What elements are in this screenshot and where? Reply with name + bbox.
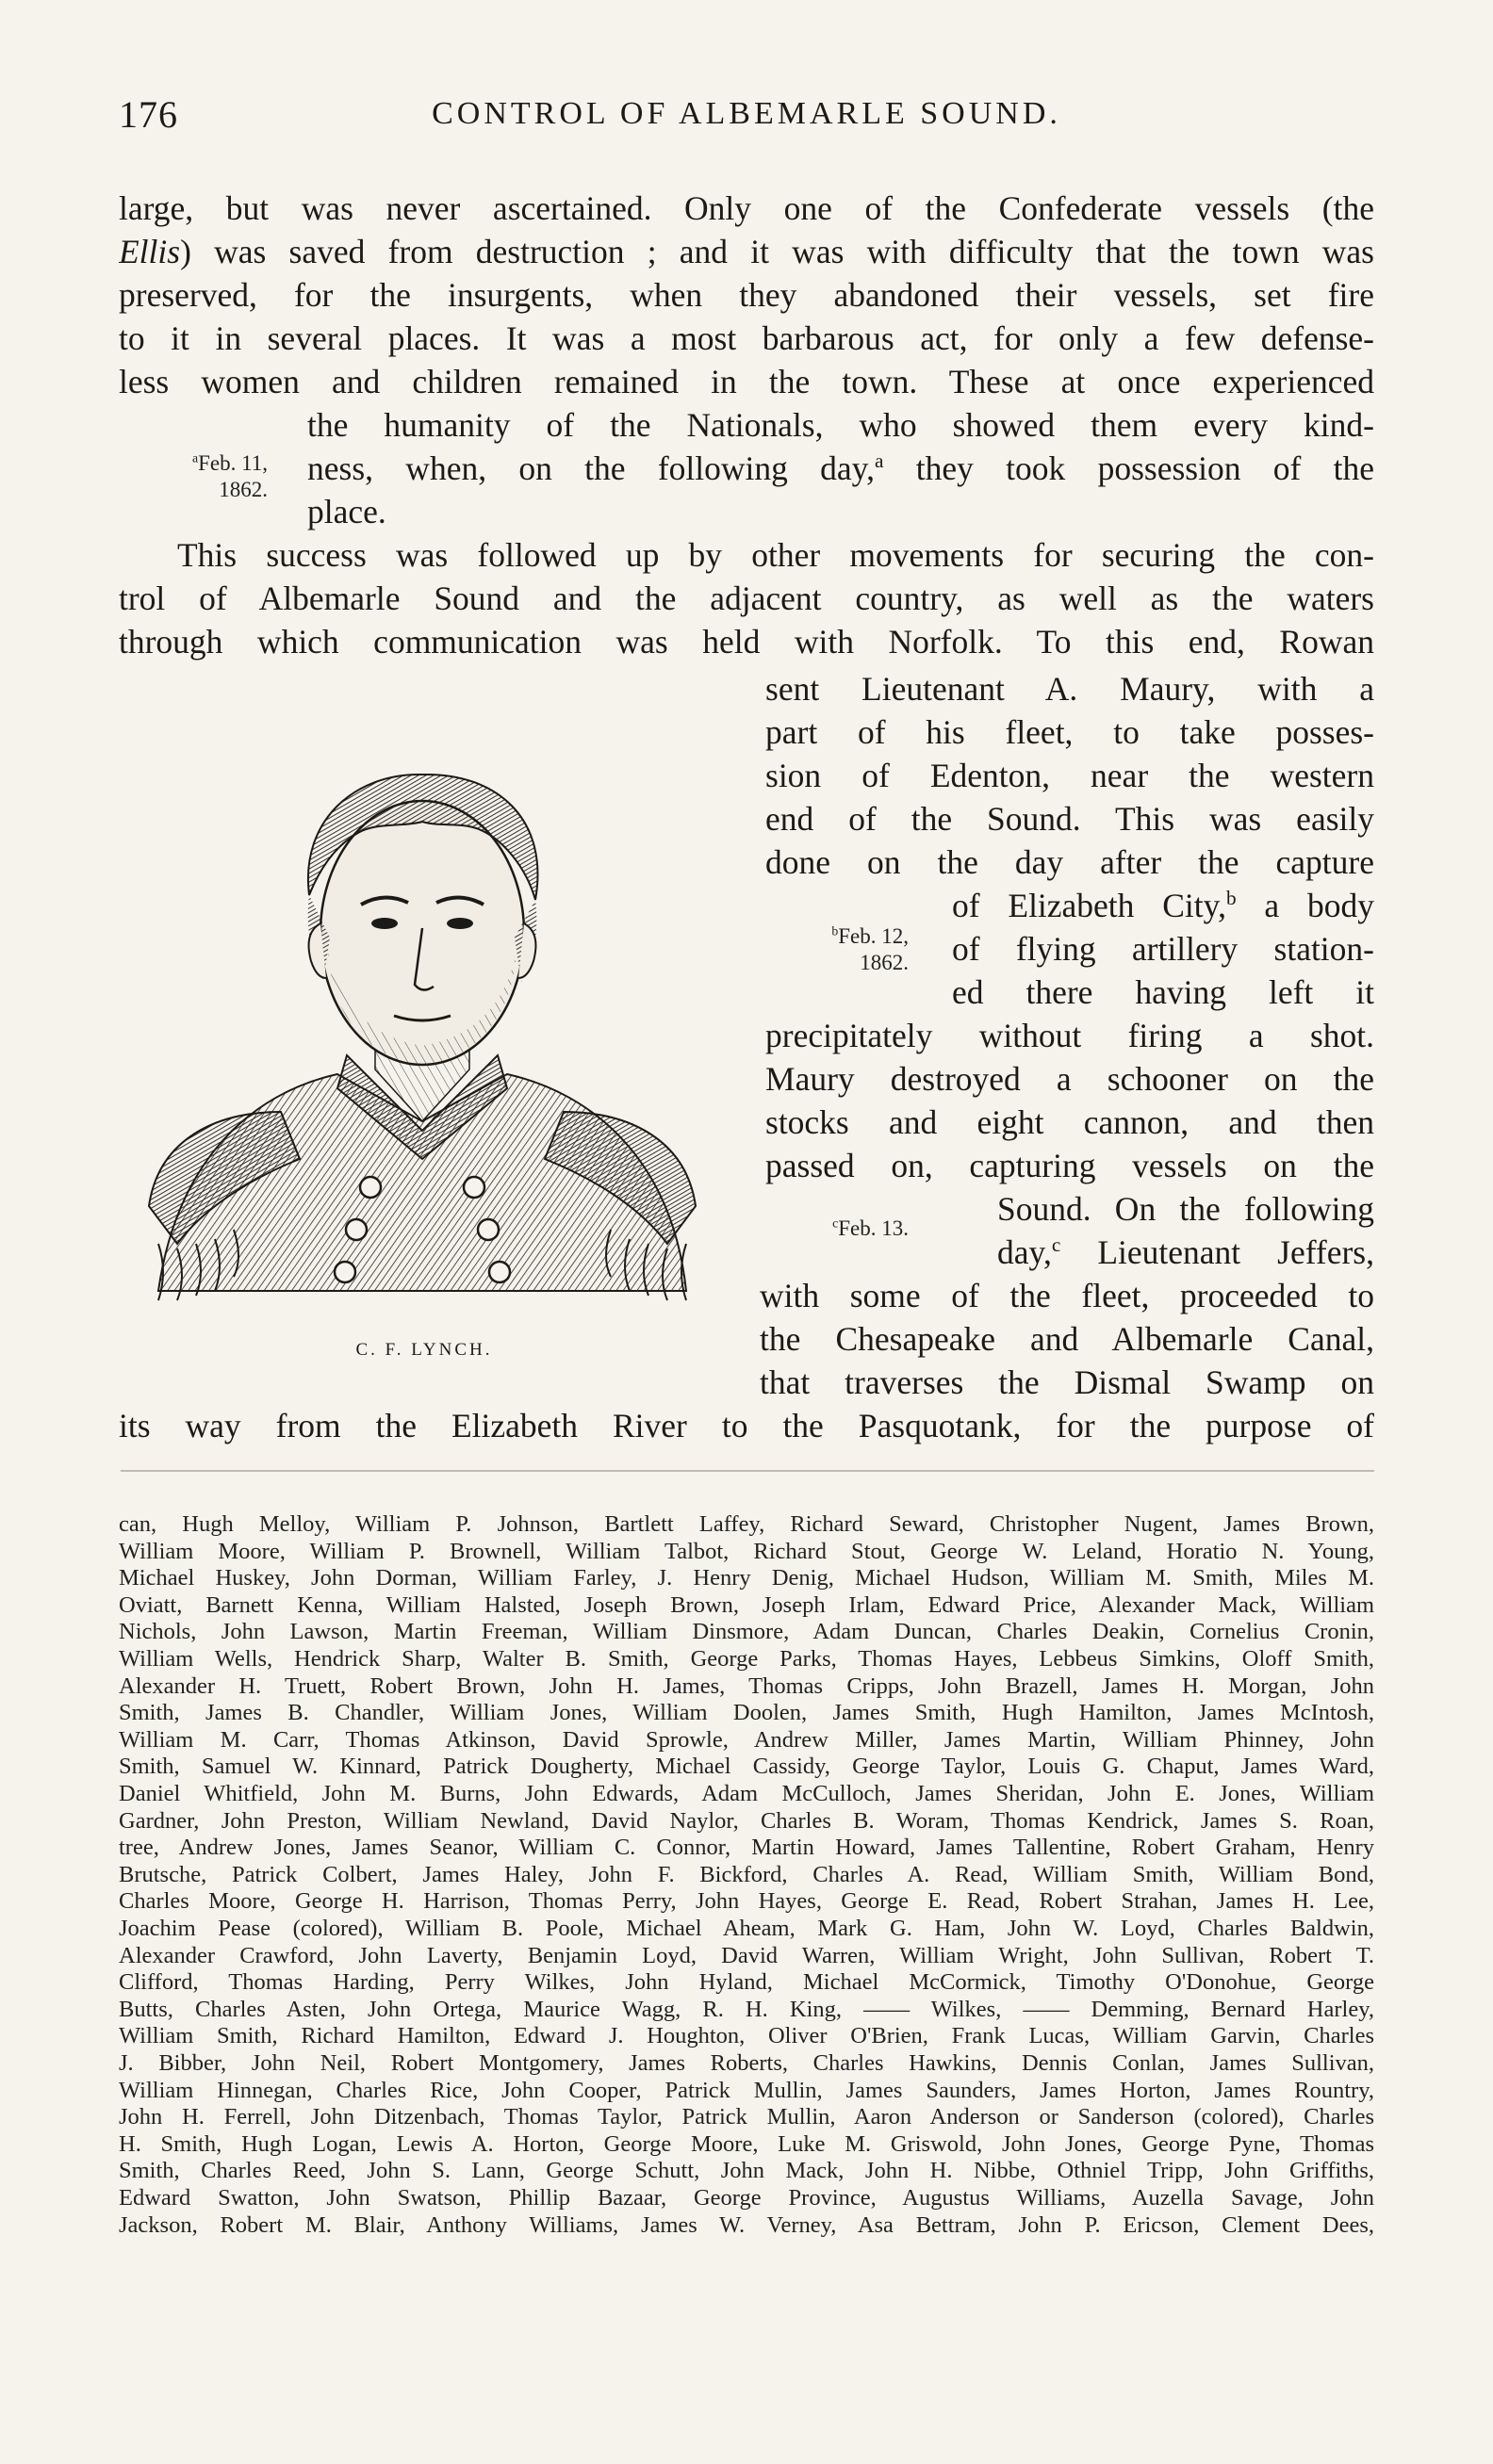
footnote-ref: b: [1225, 887, 1237, 910]
body-line: through which communication was held with Norfolk. To this end, Rowan: [119, 623, 1374, 661]
body-line: place.: [307, 493, 386, 530]
footnote-line: William Moore, William P. Brownell, William Talbot, Richard Stout, George W. Leland, Horatio N. Young,: [119, 1538, 1374, 1564]
body-line: sion of Edenton, near the western: [765, 757, 1374, 794]
body-line: stocks and eight cannon, and then: [765, 1103, 1374, 1141]
body-line: less women and children remained in the town. These at once experienced: [119, 363, 1374, 400]
footnote-line: Edward Swatton, John Swatson, Phillip Bazaar, George Province, Augustus Williams, Auzella Savage, John: [119, 2185, 1374, 2211]
portrait-caption: C. F. LYNCH.: [355, 1340, 493, 1360]
body-line: Ellis) was saved from destruction ; and it was with difficulty that the town was: [119, 233, 1374, 270]
footnote-line: Daniel Whitfield, John M. Burns, John Edwards, Adam McCulloch, James Sheridan, John E. Jones, William: [119, 1781, 1374, 1806]
body-line: ness, when, on the following day,$^a$ they took possession of the: [307, 449, 1374, 487]
footnote-rule: [121, 1470, 1374, 1472]
footnote-line: Brutsche, Patrick Colbert, James Haley, John F. Bickford, Charles A. Read, William Smith, William Bond,: [119, 1861, 1374, 1887]
footnote-line: Butts, Charles Asten, John Ortega, Maurice Wagg, R. H. King, —— Wilkes, —— Demming, Bernard Harley,: [119, 1996, 1374, 2022]
footnote-line: Joachim Pease (colored), William B. Poole, Michael Aheam, Mark G. Ham, John W. Loyd, Charles Baldwin,: [119, 1916, 1374, 1941]
running-head: CONTROL OF ALBEMARLE SOUND.: [432, 96, 1061, 131]
margin-note-c: $^c$Feb. 13.: [832, 1216, 909, 1240]
body-line: part of his fleet, to take posses-: [765, 713, 1374, 751]
body-line: large, but was never ascertained. Only one of the Confederate vessels (the: [119, 189, 1374, 227]
page-number: 176: [119, 93, 178, 136]
body-line: with some of the fleet, proceeded to: [760, 1277, 1374, 1314]
footnote-line: Smith, James B. Chandler, William Jones, William Doolen, James Smith, Hugh Hamilton, James McIntosh,: [119, 1700, 1374, 1726]
footnote-ref: a: [875, 449, 884, 473]
footnote-line: H. Smith, Hugh Logan, Lewis A. Horton, George Moore, Luke M. Griswold, John Jones, George Pyne, Thomas: [119, 2130, 1374, 2157]
body-line: the humanity of the Nationals, who showed them every kind-: [307, 406, 1374, 444]
footnote-line: John H. Ferrell, John Ditzenbach, Thomas Taylor, Patrick Mullin, Aaron Anderson or Sanderson (colored), Charles: [119, 2104, 1374, 2130]
footnote-line: William Wells, Hendrick Sharp, Walter B. Smith, George Parks, Thomas Hayes, Lebbeus Simkins, Oloff Smith,: [119, 1646, 1374, 1672]
footnote-line: Oviatt, Barnett Kenna, William Halsted, Joseph Brown, Joseph Irlam, Edward Price, Alexander Mack, William: [119, 1591, 1374, 1618]
body-line: to it in several places. It was a most barbarous act, for only a few defense-: [119, 319, 1374, 357]
body-line: Maury destroyed a schooner on the: [765, 1060, 1374, 1098]
body-line: done on the day after the capture: [765, 843, 1374, 881]
footnote-line: Charles Moore, George H. Harrison, Thomas Perry, John Hayes, George E. Read, Robert Strahan, James H. Lee,: [119, 1888, 1374, 1915]
body-line: that traverses the Dismal Swamp on: [760, 1363, 1374, 1401]
footnote-line: Smith, Charles Reed, John S. Lann, George Schutt, John Mack, John H. Nibbe, Othniel Tripp, John Griffiths,: [119, 2158, 1374, 2184]
footnote-line: J. Bibber, John Neil, Robert Montgomery, James Roberts, Charles Hawkins, Dennis Conlan, James Sullivan,: [119, 2050, 1374, 2076]
footnote-line: William Hinnegan, Charles Rice, John Cooper, Patrick Mullin, James Saunders, James Horton, James Rountry,: [119, 2077, 1374, 2103]
body-line: passed on, capturing vessels on the: [765, 1147, 1374, 1184]
page-header: [119, 92, 1374, 149]
margin-note-b: $^b$Feb. 12, 1862.: [831, 923, 909, 974]
footnote-line: Gardner, John Preston, William Newland, David Naylor, Charles B. Woram, Thomas Kendrick, James S. Roan,: [119, 1807, 1374, 1834]
body-line: its way from the Elizabeth River to the Pasquotank, for the purpose of: [119, 1407, 1374, 1444]
footnote-line: William M. Carr, Thomas Atkinson, David Sprowle, Andrew Miller, James Martin, William Phinney, John: [119, 1726, 1374, 1753]
body-line: of flying artillery station-: [952, 930, 1374, 968]
body-line: ed there having left it: [952, 973, 1374, 1011]
body-line: the Chesapeake and Albemarle Canal,: [760, 1320, 1374, 1358]
footnote-line: can, Hugh Melloy, William P. Johnson, Bartlett Laffey, Richard Seward, Christopher Nugent, James Brown,: [119, 1511, 1374, 1537]
body-line: preserved, for the insurgents, when they abandoned their vessels, set fire: [119, 276, 1374, 314]
footnote-line: Michael Huskey, John Dorman, William Farley, J. Henry Denig, Michael Hudson, William M. Smith, Miles M.: [119, 1565, 1374, 1591]
body-line: end of the Sound. This was easily: [765, 800, 1374, 838]
body-line: sent Lieutenant A. Maury, with a: [765, 670, 1374, 708]
body-line: precipitately without firing a shot.: [765, 1017, 1374, 1054]
footnote-line: Alexander H. Truett, Robert Brown, John H. James, Thomas Cripps, John Brazell, James H. Morgan, John: [119, 1673, 1374, 1699]
body-line: trol of Albemarle Sound and the adjacent country, as well as the waters: [119, 579, 1374, 617]
footnote-line: Clifford, Thomas Harding, Perry Wilkes, John Hyland, Michael McCormick, Timothy O'Donohue, George: [119, 1969, 1374, 1996]
body-line: day,$^c$ Lieutenant Jeffers,: [997, 1233, 1374, 1271]
portrait-engraving: [121, 716, 724, 1319]
footnote-line: Nichols, John Lawson, Martin Freeman, William Dinsmore, Adam Duncan, Charles Deakin, Cornelius Cronin,: [119, 1619, 1374, 1645]
body-line: This success was followed up by other movements for securing the con-: [177, 536, 1374, 574]
margin-note-a: $^a$Feb. 11, 1862.: [191, 450, 268, 501]
footnote-line: Alexander Crawford, John Laverty, Benjamin Loyd, David Warren, William Wright, John Sullivan, Robert T.: [119, 1942, 1374, 1968]
footnote-ref: c: [1051, 1233, 1061, 1257]
footnote-line: Smith, Samuel W. Kinnard, Patrick Dougherty, Michael Cassidy, George Taylor, Louis G. Chaput, James Ward,: [119, 1754, 1374, 1780]
ship-name: Ellis: [119, 233, 181, 270]
footnote-line: Jackson, Robert M. Blair, Anthony Williams, James W. Verney, Asa Bettram, John P. Ericson, Clement Dees,: [119, 2211, 1374, 2238]
footnote-line: William Smith, Richard Hamilton, Edward J. Houghton, Oliver O'Brien, Frank Lucas, William Garvin, Charles: [119, 2023, 1374, 2049]
body-line: of Elizabeth City,$^b$ a body: [952, 887, 1374, 924]
footnote-line: tree, Andrew Jones, James Seanor, William C. Connor, Martin Howard, James Tallentine, Robert Graham, Henry: [119, 1835, 1374, 1861]
body-line: Sound. On the following: [997, 1190, 1374, 1228]
